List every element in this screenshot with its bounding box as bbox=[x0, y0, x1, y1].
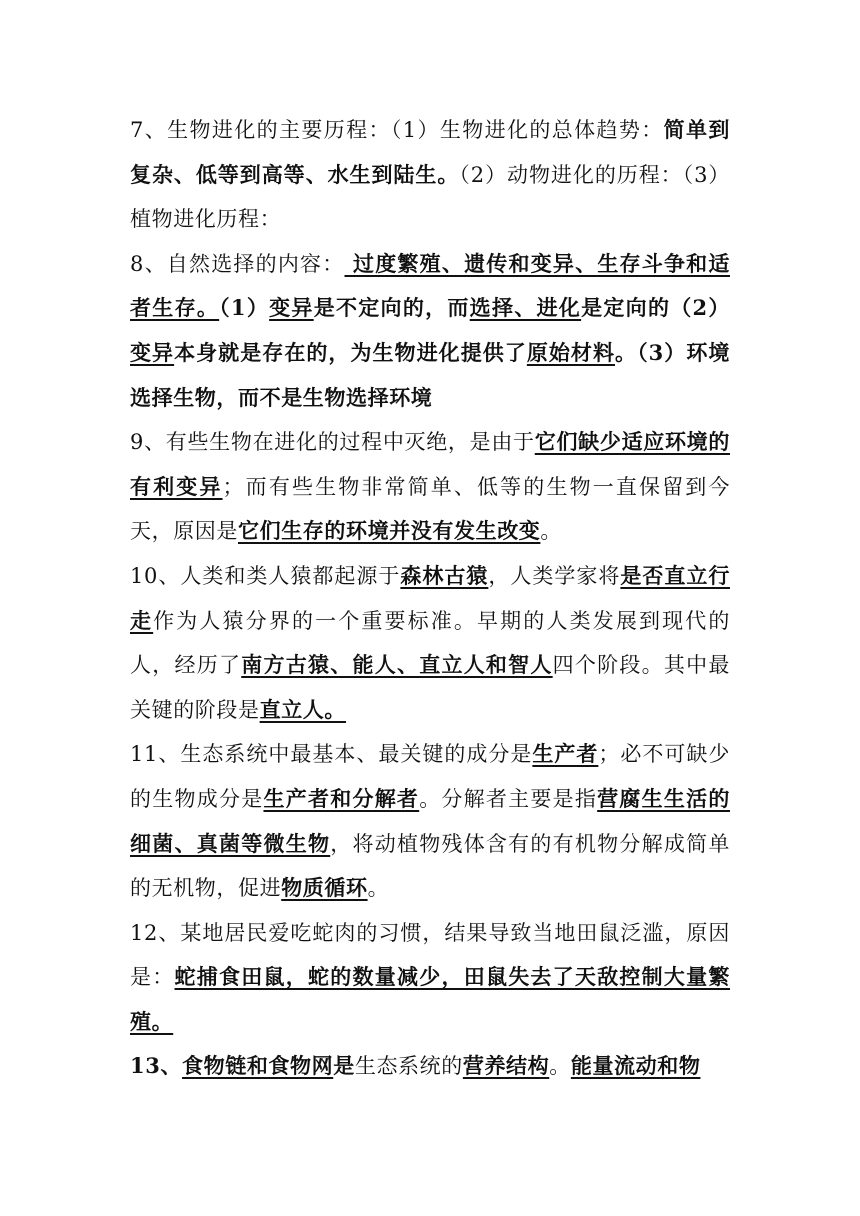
item-13-answer-2: 营养结构 bbox=[462, 1053, 550, 1079]
item-11-text-4: ，将动植物残体含有的有机物分解成简单的无机物，促进 bbox=[130, 831, 730, 901]
item-11-answer-2: 生产者和分解者 bbox=[263, 785, 420, 811]
item-8-text-2: 是不定向的，而 bbox=[313, 295, 470, 321]
item-13-text-bold: 是 bbox=[333, 1053, 355, 1079]
item-9-text-3: 。 bbox=[540, 519, 563, 544]
item-10-text: 10、人类和类人猿都起源于 bbox=[130, 563, 401, 588]
item-10 bbox=[130, 554, 730, 732]
item-8-keyword-variation-2: 变异 bbox=[130, 339, 175, 365]
item-10-answer-3: 南方古猿、能人、直立人和智人 bbox=[241, 652, 553, 678]
item-11-answer-4: 物质循环 bbox=[281, 875, 368, 901]
item-9-text: 9、有些生物在进化的过程中灭绝，是由于 bbox=[130, 430, 535, 455]
item-8-text-3: 是定向的（2） bbox=[581, 295, 731, 321]
item-13-text: 生态系统的 bbox=[354, 1054, 463, 1079]
item-11-answer-1: 生产者 bbox=[532, 741, 599, 767]
item-8-text-5: 。（3）环境选择生物，而不是生物选择环境 bbox=[130, 339, 730, 410]
item-9 bbox=[130, 420, 730, 554]
item-10-text-3: 作为人猿分界的一个重要标准。早期的人类发展到现代的人，经历了 bbox=[130, 608, 730, 678]
item-10-text-4: 四个阶段。其中最关键的阶段是 bbox=[130, 653, 730, 722]
item-11-answer-3: 营腐生生活的细菌、真菌等微生物 bbox=[130, 785, 730, 856]
item-7 bbox=[130, 108, 730, 242]
item-12-text: 12、某地居民爱吃蛇肉的习惯，结果导致当地田鼠泛滥，原因是： bbox=[130, 920, 730, 990]
item-9-answer-2: 它们生存的环境并没有发生改变 bbox=[238, 518, 541, 544]
item-11-text-2: ；必不可缺少的生物成分是 bbox=[130, 742, 730, 811]
item-12 bbox=[130, 911, 730, 1045]
item-9-text-2: ；而有些生物非常简单、低等的生物一直保留到今天，原因是 bbox=[130, 474, 730, 544]
item-7-text-2: （2）动物进化的历程：（3）植物进化历程： bbox=[130, 162, 731, 232]
item-7-text: 7、生物进化的主要历程：（1）生物进化的总体趋势： bbox=[130, 118, 664, 142]
item-10-answer-2: 是否直立行走 bbox=[130, 562, 730, 633]
item-11-text-3: 。分解者主要是指 bbox=[419, 786, 598, 811]
item-13-text-2: 。 bbox=[549, 1054, 571, 1079]
item-11-text: 11、生态系统中最基本、最关键的成分是 bbox=[130, 742, 533, 767]
item-8-keyword-material: 原始材料 bbox=[526, 339, 616, 365]
item-13-answer-1: 食物链和食物网 bbox=[182, 1053, 334, 1079]
item-7-bold-answer: 简单到复杂、低等到高等、水生到陆生。 bbox=[130, 117, 730, 187]
item-12-answer: 蛇捕食田鼠，蛇的数量减少，田鼠失去了天敌控制大量繁殖。 bbox=[130, 964, 731, 1034]
item-9-answer-1: 它们缺少适应环境的有利变异 bbox=[130, 429, 730, 499]
item-13-answer-3: 能量流动和物 bbox=[570, 1053, 701, 1079]
item-8-point-1-num: （1） bbox=[219, 295, 270, 321]
item-8-answer: 过度繁殖、遗传和变异、生存斗争和适者生存。 bbox=[130, 250, 730, 321]
item-11 bbox=[130, 732, 730, 910]
item-8-text-4: 本身就是存在的，为生物进化提供了 bbox=[174, 339, 527, 365]
item-8 bbox=[130, 242, 730, 420]
item-10-answer-1: 森林古猿 bbox=[400, 562, 489, 588]
item-8-keyword-selection: 选择、进化 bbox=[469, 295, 582, 321]
item-11-text-5: 。 bbox=[367, 876, 390, 901]
item-13 bbox=[130, 1044, 730, 1089]
item-8-text: 8、自然选择的内容： bbox=[130, 251, 345, 276]
item-10-text-2: ，人类学家将 bbox=[488, 563, 621, 588]
item-8-keyword-variation: 变异 bbox=[269, 295, 314, 321]
item-10-answer-4: 直立人。 bbox=[259, 696, 347, 722]
document-page bbox=[130, 108, 730, 1089]
item-13-num: 13、 bbox=[130, 1053, 183, 1079]
